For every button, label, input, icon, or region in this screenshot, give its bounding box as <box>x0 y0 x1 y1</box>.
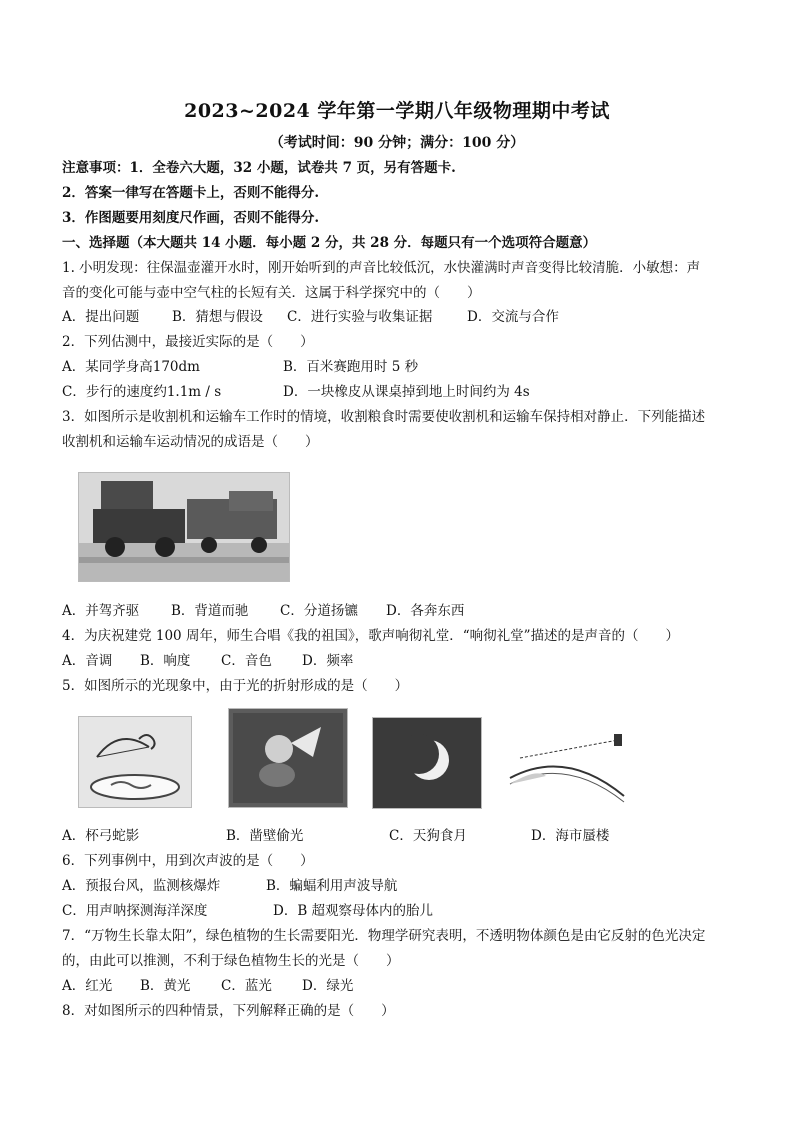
q3-option-a: A．并驾齐驱 <box>62 603 140 619</box>
note-2: 2．答案一律写在答题卡上，否则不能得分. <box>62 185 320 201</box>
q7-option-a: A．红光 <box>62 978 113 994</box>
q2-option-c: C．步行的速度约1.1m / s <box>62 384 222 400</box>
q4-option-d: D．频率 <box>302 653 354 669</box>
q4-option-c: C．音色 <box>221 653 272 669</box>
q8-stem: 8．对如图所示的四种情景，下列解释正确的是（ ） <box>62 1003 395 1019</box>
mirage-image <box>506 718 638 808</box>
q3-option-d: D．各奔东西 <box>386 603 465 619</box>
q2-option-a: A．某同学身高170dm <box>62 359 200 375</box>
q4-stem: 4．为庆祝建党 100 周年，师生合唱《我的祖国》，歌声响彻礼堂．“响彻礼堂”描述的是声音的（ ） <box>62 628 679 644</box>
exam-title: 2023~2024 学年第一学期八年级物理期中考试 <box>184 100 610 122</box>
q7-option-c: C．蓝光 <box>221 978 272 994</box>
q4-option-a: A．音调 <box>62 653 113 669</box>
q5-stem: 5．如图所示的光现象中，由于光的折射形成的是（ ） <box>62 678 409 694</box>
q1-option-b: B．猜想与假设 <box>172 309 263 325</box>
q5-option-a: A．杯弓蛇影 <box>62 828 140 844</box>
q6-option-b: B．蝙蝠利用声波导航 <box>266 878 398 894</box>
exam-subtitle: （考试时间：90 分钟；满分：100 分） <box>269 135 525 151</box>
stealing-light-image <box>228 708 348 808</box>
q4-option-b: B．响度 <box>140 653 191 669</box>
harvester-truck-photo <box>78 472 290 582</box>
q3-stem-line1: 3．如图所示是收割机和运输车工作时的情境，收割粮食时需要使收割机和运输车保持相对静止．下列能描述 <box>62 409 706 425</box>
section-heading: 一、选择题（本大题共 14 小题．每小题 2 分，共 28 分．每题只有一个选项符合题意） <box>62 235 597 251</box>
q2-option-b: B．百米赛跑用时 5 秒 <box>283 359 419 375</box>
q7-option-b: B．黄光 <box>140 978 191 994</box>
bow-snake-cup-image <box>78 716 192 808</box>
q5-option-d: D．海市蜃楼 <box>531 828 610 844</box>
q7-stem-line2: 的，由此可以推测，不利于绿色植物生长的光是（ ） <box>62 953 400 969</box>
q2-option-d: D．一块橡皮从课桌掉到地上时间约为 4s <box>283 384 530 400</box>
q1-option-d: D．交流与合作 <box>467 309 559 325</box>
q2-stem: 2．下列估测中，最接近实际的是（ ） <box>62 334 314 350</box>
q3-option-b: B．背道而驰 <box>171 603 249 619</box>
lunar-eclipse-image <box>372 717 482 809</box>
q6-option-d: D．B 超观察母体内的胎儿 <box>273 903 434 919</box>
q1-option-a: A．提出问题 <box>62 309 140 325</box>
note-1: 注意事项：1．全卷六大题，32 小题，试卷共 7 页，另有答题卡. <box>62 160 456 176</box>
q1-option-c: C．进行实验与收集证据 <box>287 309 433 325</box>
q7-stem-line1: 7．“万物生长靠太阳”，绿色植物的生长需要阳光．物理学研究表明，不透明物体颜色是由它反射的色光决定 <box>62 928 706 944</box>
q6-option-c: C．用声呐探测海洋深度 <box>62 903 208 919</box>
q6-option-a: A．预报台风，监测核爆炸 <box>62 878 221 894</box>
q6-stem: 6．下列事例中，用到次声波的是（ ） <box>62 853 314 869</box>
q1-stem-line1: 1. 小明发现：往保温壶灌开水时，刚开始听到的声音比较低沉，水快灌满时声音变得比较清脆．小敏想：声 <box>62 260 701 276</box>
q5-option-b: B．凿壁偷光 <box>226 828 304 844</box>
q1-stem-line2: 音的变化可能与壶中空气柱的长短有关．这属于科学探究中的（ ） <box>62 285 481 301</box>
note-3: 3．作图题要用刻度尺作画，否则不能得分. <box>62 210 320 226</box>
q7-option-d: D．绿光 <box>302 978 354 994</box>
q3-stem-line2: 收割机和运输车运动情况的成语是（ ） <box>62 434 319 450</box>
q3-option-c: C．分道扬镳 <box>280 603 358 619</box>
q5-option-c: C．天狗食月 <box>389 828 467 844</box>
